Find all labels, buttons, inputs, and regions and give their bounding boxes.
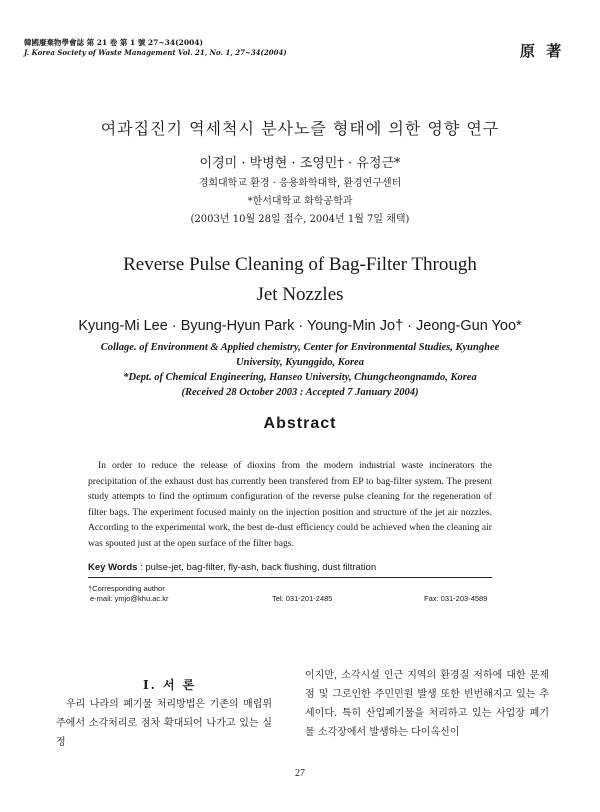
page-number: 27 (295, 768, 305, 779)
keywords (88, 562, 498, 573)
english-affiliation-2: University, Kyunggido, Korea (236, 357, 364, 368)
abstract-heading: Abstract (263, 415, 337, 432)
journal-citation-kr: 韓國廢棄物學會誌 第 21 卷 第 1 號 27~34(2004) (24, 38, 204, 47)
keywords-divider (88, 577, 492, 578)
body-left-column: 우리 나라의 폐기물 처리방법은 기존의 매립위주에서 소각처리로 점차 확대되어 나가고 있는 실정 (56, 699, 272, 748)
corresponding-email: e-mail: ymjo@khu.ac.kr (90, 594, 169, 603)
english-affiliation-1: Collage. of Environment & Applied chemistry, Center for Environmental Studies, Kyunghee (100, 342, 500, 353)
abstract-text: In order to reduce the release of dioxins from the modern industrial waste incinerators the precipitation of the exhaust dust has currently been transfered from EP to bag-filter system. The present study attempts to find the optimum configuration of the reverse pulse cleaning for the regeneration of filter bags. The experiment focused mainly on the injection position and structure of the jet air nozzles. According to the experimental work, the best de-dust efficiency could be achieved when the cleaning air was spouted just at the open surface of the filter bags. (88, 460, 492, 549)
english-dates: (Received 28 October 2003 : Accepted 7 January 2004) (181, 387, 419, 398)
english-authors: Kyung-Mi Lee · Byung-Hyun Park · Young-Min Jo† · Jeong-Gun Yoo* (78, 318, 522, 334)
korean-affiliation-2: *한서대학교 화학공학과 (247, 196, 353, 207)
corresponding-tel: Tel: 031-201-2485 (272, 594, 333, 603)
corresponding-author-label: †Corresponding author (88, 584, 165, 593)
korean-authors: 이경미 · 박병현 · 조영민† · 유정근* (199, 156, 401, 171)
keywords-label: Key Words (88, 562, 138, 573)
corresponding-fax: Fax: 031-203-4589 (424, 594, 488, 603)
korean-title: 여과집진기 역세척시 분사노즐 형태에 의한 영향 연구 (100, 119, 500, 138)
section-heading-introduction: Ⅰ. 서 론 (143, 678, 197, 692)
original-article-badge: 原 著 (520, 42, 565, 60)
english-affiliation-3: *Dept. of Chemical Engineering, Hanseo University, Chungcheongnamdo, Korea (123, 372, 477, 383)
body-right-column: 이지만, 소각시설 인근 지역의 환경질 저하에 대한 문제점 및 그로인한 주민민원 발생 또한 빈번해지고 있는 추세이다. 특히 산업폐기물을 처리하고 있는 사업장 폐기물 소각장에서 발생하는 다이옥신이 (305, 670, 549, 738)
korean-affiliation-1: 경희대학교 환경 · 응용화학대학, 환경연구센터 (198, 178, 402, 189)
keywords-list: : pulse-jet, bag-filter, fly-ash, back flushing, dust filtration (137, 562, 377, 573)
english-title-line-2: Jet Nozzles (256, 284, 344, 305)
english-title-line-1: Reverse Pulse Cleaning of Bag-Filter Through (123, 254, 477, 275)
journal-citation-en: J. Korea Society of Waste Management Vol. 21, No. 1, 27~34(2004) (24, 48, 287, 57)
korean-dates: (2003년 10월 28일 접수, 2004년 1월 7일 채택) (190, 214, 410, 225)
